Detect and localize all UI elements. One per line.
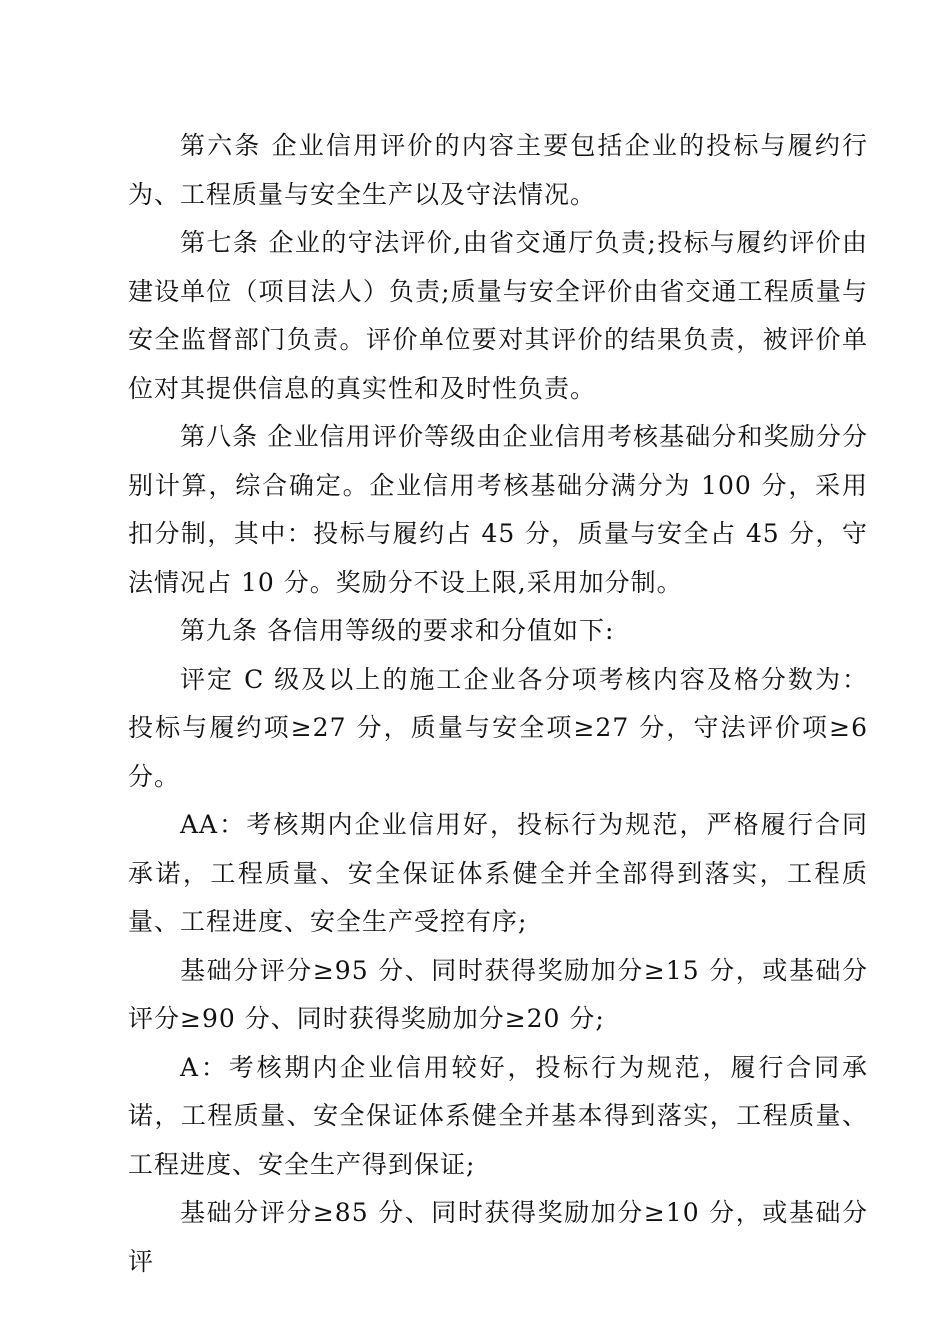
article-7-paragraph: 第七条 企业的守法评价,由省交通厅负责;投标与履约评价由建设单位（项目法人）负责;质量与安全评价由省交通工程质量与安全监督部门负责。评价单位要对其评价的结果负责，被评价单位对其提供信息的真实性和及时性负责。 <box>128 228 868 403</box>
grade-aa-description-paragraph: AA：考核期内企业信用好，投标行为规范，严格履行合同承诺，工程质量、安全保证体系健全并全部得到落实，工程质量、工程进度、安全生产受控有序; <box>128 810 868 936</box>
grade-a-description-paragraph: A：考核期内企业信用较好，投标行为规范，履行合同承诺，工程质量、安全保证体系健全并基本得到落实，工程质量、工程进度、安全生产得到保证; <box>128 1052 868 1179</box>
grade-a-score-paragraph: 基础分评分≥85 分、同时获得奖励加分≥10 分，或基础分评 <box>128 1198 868 1276</box>
article-9-paragraph: 第九条 各信用等级的要求和分值如下: <box>180 616 615 645</box>
grade-aa-score-paragraph: 基础分评分≥95 分、同时获得奖励加分≥15 分，或基础分评分≥90 分、同时获得奖励加分≥20 分; <box>128 955 868 1033</box>
article-8-paragraph: 第八条 企业信用评价等级由企业信用考核基础分和奖励分分别计算，综合确定。企业信用考核基础分满分为 100 分，采用扣分制，其中：投标与履约占 45 分，质量与安全占 45 分，守法情况占 10 分。奖励分不设上限,采用加分制。 <box>128 422 868 597</box>
grade-c-passing-scores-paragraph: 评定 C 级及以上的施工企业各分项考核内容及格分数为：投标与履约项≥27 分，质量与安全项≥27 分，守法评价项≥6 分。 <box>128 664 868 791</box>
document-body <box>128 122 868 1286</box>
article-6-paragraph: 第六条 企业信用评价的内容主要包括企业的投标与履约行为、工程质量与安全生产以及守法情况。 <box>128 131 868 209</box>
